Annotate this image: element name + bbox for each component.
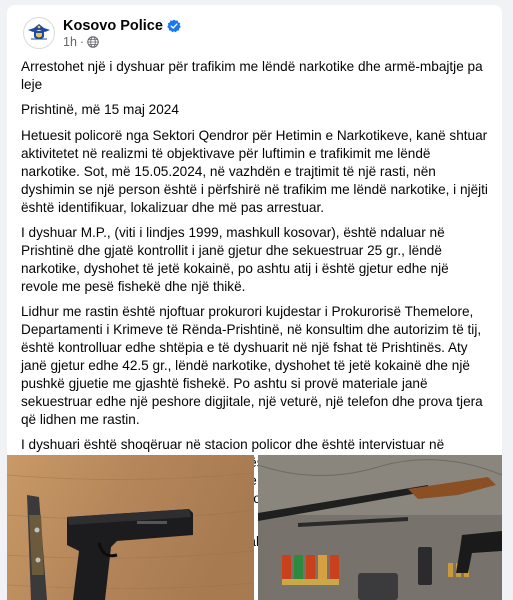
kosovo-police-emblem-icon (25, 19, 53, 47)
seized-pistol-knife-photo[interactable] (7, 455, 254, 600)
post-header (7, 5, 502, 51)
seized-shotgun-ammo-photo[interactable] (258, 455, 502, 600)
post-paragraph: I dyshuari është shoqëruar në stacion policor dhe është intervistuar në (21, 437, 445, 453)
post-headline: Arrestohet një i dyshuar për trafikim me lëndë narkotike dhe armë-mbajtje pa leje (21, 59, 483, 92)
verified-badge-icon (167, 19, 181, 33)
meta-separator: · (79, 34, 85, 49)
page-name[interactable]: Kosovo Police (63, 17, 163, 34)
post-time[interactable]: 1h (63, 34, 77, 49)
avatar[interactable] (23, 17, 55, 49)
post-paragraph: I dyshuar M.P., (viti i lindjes 1999, mashkull kosovar), është ndaluar në Prishtinë dhe gjatë kontrollit i janë gjetur dhe sekuestruar 25 gr., lëndë narkotike, dyshohet të jetë kokainë, po ashtu atij i është gjetur edhe një revole me pesë fishekë dhe një thikë. (21, 225, 449, 294)
globe-icon (87, 36, 99, 48)
photo-grid (7, 455, 502, 600)
post-card (7, 5, 502, 600)
post-paragraph: Lidhur me rastin është njoftuar prokurori kujdestar i Prokurorisë Themelore, Departamenti i Krimeve të Rënda-Prishtinë, në konsultim dhe autorizim të tij, është kontrolluar edhe shtëpia e të dyshuarit në një fshat të Prishtinës. Aty janë gjetur edhe 42.5 gr., lëndë narkotike, dyshohet të jetë kokainë dhe një pushkë gjuetie me gjashtë fishekë. Po ashtu si provë materiale janë sekuestruar edhe një peshore digjitale, një veturë, një telefon dhe prova tjera që lidhen me rastin. (21, 304, 483, 427)
post-paragraph: Hetuesit policorë nga Sektori Qendror për Hetimin e Narkotikeve, kanë shtuar aktivitetet në realizmi të objektivave për luftimin e trafikimit me lëndë narkotike. Sot, më 15.05.2024, në vazhdën e trajtimit të një rasti, nën dyshimin se një person është i përfshirë në trafikim me lëndë narkotike, i njëjti është identifikuar, lokalizuar dhe më pas arrestuar. (21, 127, 488, 215)
post-dateline: Prishtinë, më 15 maj 2024 (21, 102, 179, 118)
